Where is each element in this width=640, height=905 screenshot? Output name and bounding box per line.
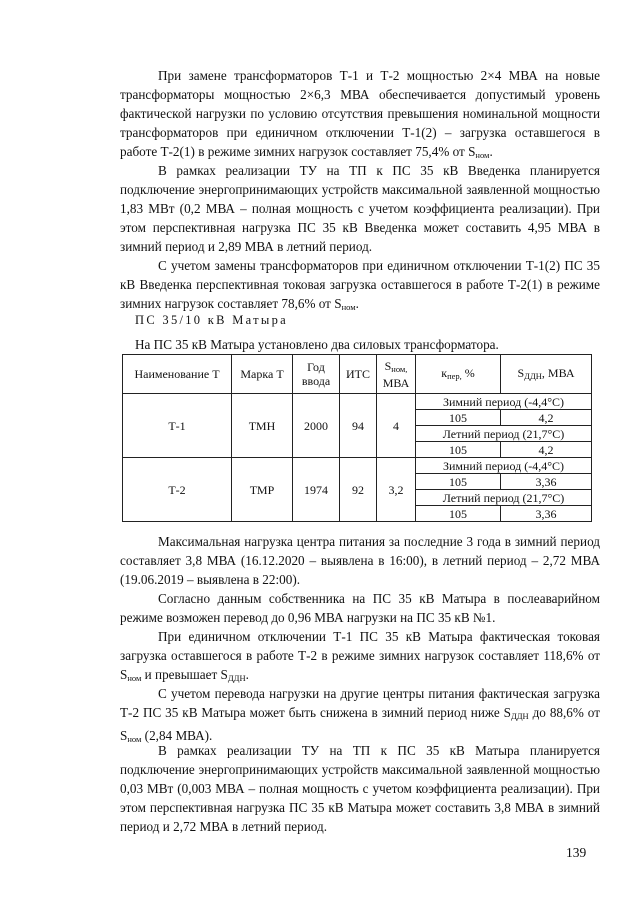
subscript: ДДН [510,711,529,721]
header-kper-symbol: к [441,365,448,380]
paragraph-single-outage [120,627,600,688]
paragraph-text: В рамках реализации ТУ на ТП к ПС 35 кВ Матыра планируется подключение энергопринимающих устройств максимальной заявленной мощностью 0,03 МВт (0,003 МВА – полная мощность с учетом коэффициента реализации). При этом перспективная нагрузка ПС 35 кВ Матыра может составить 3,8 МВА в зимний период и 2,72 МВА в летний период. [120,743,600,834]
subscript: пер, [447,370,462,381]
table-row [123,394,592,410]
cell-name: Т-1 [123,394,232,458]
header-its: ИТС [340,355,377,394]
paragraph-text: При единичном отключении Т-1 ПС 35 кВ Матыра фактическая токовая загрузка оставшегося в работе Т-2 в режиме зимних нагрузок составляет 118,6% от S [120,629,600,682]
cell-winter-label: Зимний период (-4,4°C) [416,394,592,410]
paragraph-owner-data [120,589,600,627]
cell-name: Т-2 [123,458,232,522]
paragraph-vvedenka-tu [120,161,600,256]
cell-summer-label: Летний период (21,7°C) [416,490,592,506]
paragraph-text: При замене трансформаторов Т-1 и Т-2 мощностью 2×4 МВА на новые трансформаторы мощностью 2×6,3 МВА обеспечивается допустимый уровень фактической нагрузки по условию отсутствия превышения номинальной мощности трансформаторов при единичном отключении Т-1(2) – загрузка оставшегося в работе Т-2(1) в режиме зимних нагрузок составляет 75,4% от S [120,68,600,159]
header-snom-symbol: S [384,358,392,373]
subscript: ном [127,673,142,683]
header-snom [377,355,416,394]
cell-winter-k: 105 [416,410,501,426]
paragraph-end: . [489,144,493,159]
cell-snom: 3,2 [377,458,416,522]
page-number: 139 [566,845,587,860]
cell-summer-label: Летний период (21,7°C) [416,426,592,442]
header-brand: Марка Т [232,355,293,394]
cell-summer-k: 105 [416,442,501,458]
cell-winter-s: 4,2 [501,410,592,426]
paragraph-vvedenka-load [120,256,600,317]
paragraph-text: и превышает S [141,667,228,682]
table-caption: На ПС 35 кВ Матыра установлено два силовых трансформатора. [135,337,499,352]
cell-its: 94 [340,394,377,458]
subscript: ном [127,734,142,744]
paragraph-end: . [245,667,249,682]
section-heading: ПС 35/10 кВ Матыра [135,313,289,327]
paragraph-text: С учетом перевода нагрузки на другие центры питания фактическая загрузка Т-2 ПС 35 кВ Матыра может быть снижена в зимний период ниже S [120,686,600,720]
paragraph-load-transfer [120,684,600,749]
cell-year: 2000 [293,394,340,458]
cell-brand: ТМН [232,394,293,458]
cell-summer-s: 4,2 [501,442,592,458]
header-kper-unit: % [461,365,475,380]
table-row [123,458,592,474]
paragraph-text: В рамках реализации ТУ на ТП к ПС 35 кВ Введенка планируется подключение энергопринимающих устройств максимальной заявленной мощностью 1,83 МВт (0,2 МВА – полная мощность с учетом коэффициента реализации). При этом перспективная нагрузка ПС 35 кВ Введенка может составить 4,95 МВА в зимний период и 2,89 МВА в летний период. [120,163,600,254]
paragraph-matyra-tu [120,741,600,836]
paragraph-end: . [355,296,359,311]
subscript: ДДН [524,370,542,381]
paragraph-end: (2,84 МВА). [141,728,213,743]
paragraph-transformer-replacement [120,66,600,165]
header-name: Наименование Т [123,355,232,394]
subscript: ДДН [227,673,246,683]
cell-winter-s: 3,36 [501,474,592,490]
paragraph-max-load [120,532,600,589]
cell-year: 1974 [293,458,340,522]
cell-its: 92 [340,458,377,522]
header-sddn [501,355,592,394]
transformer-table [122,354,592,522]
subscript: ном [341,302,356,312]
cell-brand: ТМР [232,458,293,522]
paragraph-text: С учетом замены трансформаторов при единичном отключении Т-1(2) ПС 35 кВ Введенка перспективная токовая загрузка оставшегося в работе Т-2(1) в режиме зимних нагрузок составляет 78,6% от S [120,258,600,311]
cell-winter-k: 105 [416,474,501,490]
paragraph-text: до 88,6% от S [120,705,600,743]
header-snom-unit: МВА [382,375,410,390]
header-kper [416,355,501,394]
paragraph-text: Максимальная нагрузка центра питания за последние 3 года в зимний период составляет 3,8 МВА (16.12.2020 – выявлена в 16:00), в летний период – 2,72 МВА (19.06.2019 – выявлена в 22:00). [120,534,600,587]
subscript: ном, [391,363,408,374]
cell-snom: 4 [377,394,416,458]
header-sddn-unit: , МВА [541,365,575,380]
subscript: ном [475,150,490,160]
cell-summer-s: 3,36 [501,506,592,522]
table-header-row [123,355,592,394]
cell-summer-k: 105 [416,506,501,522]
cell-winter-label: Зимний период (-4,4°C) [416,458,592,474]
header-year: Год ввода [293,355,340,394]
header-sddn-symbol: S [517,365,525,380]
paragraph-text: Согласно данным собственника на ПС 35 кВ Матыра в послеаварийном режиме возможен перевод до 0,96 МВА нагрузки на ПС 35 кВ №1. [120,591,600,625]
